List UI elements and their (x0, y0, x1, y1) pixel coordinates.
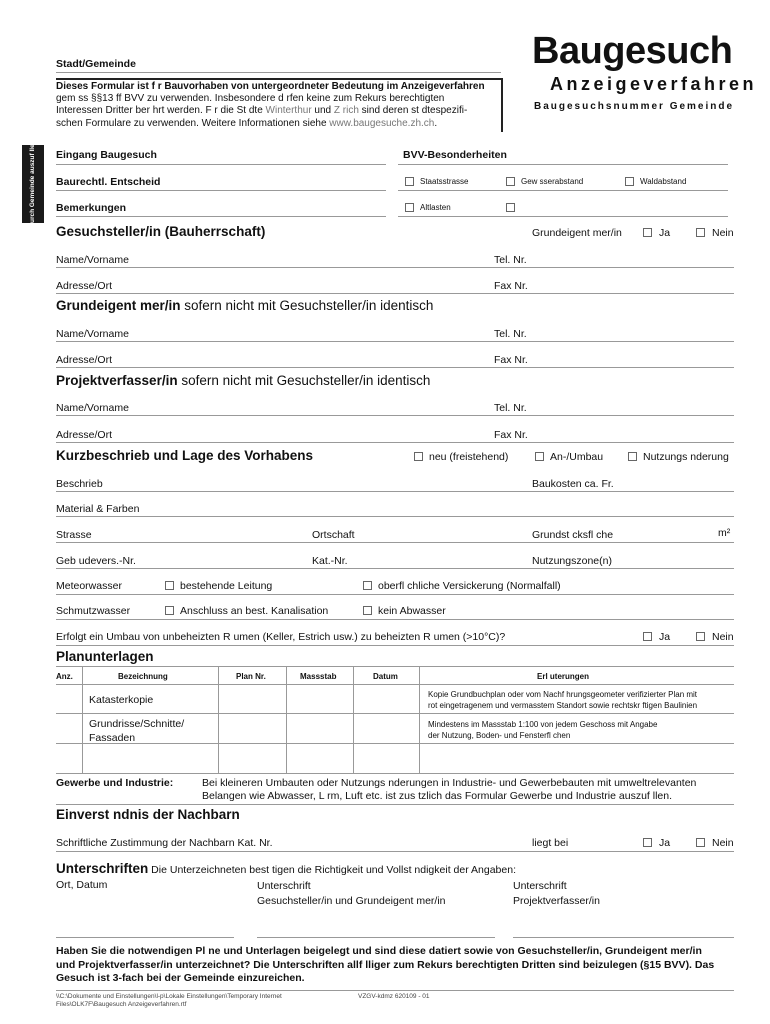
gewerbe-text-line-1: Bei kleineren Umbauten oder Nutzungs nderungen in Industrie- und Gewerbebauten mit umweltrelevanten (202, 777, 697, 789)
gesuchsteller-fax-label: Fax Nr. (494, 280, 528, 292)
gesuchsteller-ja-label: Ja (659, 227, 671, 239)
intro-line-2: gem ss §§13 ff BVV zu verwenden. Insbesondere d rfen keine zum Rekurs berechtigten (56, 93, 445, 105)
gesuchsteller-adresse-line[interactable] (56, 293, 734, 294)
nutzungszone-label: Nutzungszone(n) (532, 555, 612, 567)
footer-path (56, 993, 282, 1009)
material-line[interactable] (56, 516, 734, 517)
unterschrift-projektverfasser-line-2: Projektverfasser/in (513, 895, 600, 907)
grundeigentuemer-title-bold: Grundeigent mer/in (56, 298, 181, 313)
bestehende-leitung-checkbox[interactable] (165, 581, 174, 590)
plan-table-top (56, 666, 734, 667)
gewerbe-text (202, 777, 696, 803)
footer-note-line-1: Haben Sie die notwendigen Pl ne und Unterlagen beigelegt und sind diese datiert sowie von Gesuchsteller/in, Grundeigent mer/in (56, 945, 702, 957)
nachbarn-line[interactable] (56, 851, 734, 852)
umbau-ja-checkbox[interactable] (643, 632, 652, 641)
grundstuecksflaeche-label: Grundst cksfl che (532, 529, 614, 541)
beschrieb-line[interactable] (56, 491, 734, 492)
unterschrift-gesuchsteller-line[interactable] (257, 937, 495, 938)
gewaesserabstand-label: Gew sserabstand (521, 177, 584, 186)
grundeigentuemer-adresse-label: Adresse/Ort (56, 354, 113, 366)
sidebar-label: Durch Gemeinde auszuf llen (29, 140, 36, 228)
grundeigentuemer-title (56, 298, 433, 313)
umbau-label: An-/Umbau (550, 451, 604, 463)
bemerkungen-line[interactable] (56, 216, 386, 217)
gewerbe-label: Gewerbe und Industrie: (56, 777, 174, 789)
gewerbe-text-line-2: Belangen wie Abwasser, L rm, Luft etc. ist zus tzlich das Formular Gewerbe und Industrie auszuf llen. (202, 790, 673, 802)
unterschrift-gesuchsteller (257, 879, 446, 909)
gesuchsteller-nein-label: Nein (712, 227, 734, 239)
nutzungsaenderung-checkbox[interactable] (628, 452, 637, 461)
plan-row-1-bez: Katasterkopie (89, 694, 154, 706)
umbau-question: Erfolgt ein Umbau von unbeheizten R umen (Keller, Estrich usw.) zu beheizten R umen (>10°C)? (56, 631, 506, 643)
projektverfasser-name-label: Name/Vorname (56, 402, 129, 414)
unterschrift-gesuchsteller-line-2: Gesuchsteller/in und Grundeigent mer/in (257, 895, 446, 907)
entscheid-line[interactable] (56, 190, 386, 191)
strasse-line[interactable] (56, 542, 734, 543)
planunterlagen-title: Planunterlagen (56, 649, 154, 664)
plan-col-div-5 (419, 667, 420, 773)
gesuchsteller-tel-label: Tel. Nr. (494, 254, 527, 266)
plan-header-rule (56, 684, 734, 685)
grundeigentuemer-fax-label: Fax Nr. (494, 354, 528, 366)
extra-checkbox[interactable] (506, 203, 515, 212)
nachbarn-nein-label: Nein (712, 837, 734, 849)
waldabstand-label: Waldabstand (640, 177, 687, 186)
plan-row-2-bez-line-1: Grundrisse/Schnitte/ (89, 718, 185, 730)
unterschrift-projektverfasser (513, 879, 600, 909)
grundeigentuemer-name-line[interactable] (56, 341, 734, 342)
neu-checkbox[interactable] (414, 452, 423, 461)
strasse-label: Strasse (56, 529, 92, 541)
plan-row-2-erl (428, 719, 657, 741)
projektverfasser-fax-label: Fax Nr. (494, 429, 528, 441)
grundeigentuemer-tel-label: Tel. Nr. (494, 328, 527, 340)
beschrieb-label: Beschrieb (56, 478, 103, 490)
bvv-title: BVV-Besonderheiten (403, 149, 507, 161)
kat-label: Kat.-Nr. (312, 555, 348, 567)
gesuchsteller-title: Gesuchsteller/in (Bauherrschaft) (56, 224, 266, 239)
gesuchsteller-name-label: Name/Vorname (56, 254, 129, 266)
grundeigentuemer-question: Grundeigent mer/in (532, 227, 622, 239)
unterschriften-title (56, 861, 516, 876)
kanalisation-checkbox[interactable] (165, 606, 174, 615)
waldabstand-checkbox[interactable] (625, 177, 634, 186)
eingang-line[interactable] (56, 164, 386, 165)
plan-row-2-bez (89, 717, 184, 745)
schmutzwasser-label: Schmutzwasser (56, 605, 131, 617)
gewerbe-rule (56, 804, 734, 805)
plan-row-1-erl-line-2: rot eingetragenem und vermasstem Standort sowie rechtskr ftigen Baulinien (428, 701, 698, 710)
plan-row-1-erl-line-1: Kopie Grundbuchplan oder vom Nachf hrungsgeometer verifizierter Plan mit (428, 690, 698, 699)
bemerkungen-label: Bemerkungen (56, 202, 127, 214)
plan-row-2-erl-line-1: Mindestens im Massstab 1:100 von jedem Geschoss mit Angabe (428, 720, 658, 729)
baukosten-label: Baukosten ca. Fr. (532, 478, 614, 490)
gesuchsteller-name-line[interactable] (56, 267, 734, 268)
projektverfasser-title-bold: Projektverfasser/in (56, 373, 178, 388)
unterschriften-title-bold: Unterschriften (56, 861, 149, 876)
staatsstrasse-checkbox[interactable] (405, 177, 414, 186)
ort-datum-label: Ort, Datum (56, 879, 108, 891)
footer-rule (56, 990, 734, 991)
umbau-ja-label: Ja (659, 631, 671, 643)
col-erlaeuterungen: Erl uterungen (537, 672, 590, 681)
plan-row-1-rule (56, 713, 734, 714)
intro-line-4: schen Formulare zu verwenden. Weitere Informationen siehe www.baugesuche.zh.ch. (56, 117, 438, 129)
kein-abwasser-label: kein Abwasser (378, 605, 446, 617)
versickerung-checkbox[interactable] (363, 581, 372, 590)
material-label: Material & Farben (56, 503, 140, 515)
vorhaben-title: Kurzbeschrieb und Lage des Vorhabens (56, 448, 314, 463)
projektverfasser-tel-label: Tel. Nr. (494, 402, 527, 414)
kein-abwasser-checkbox[interactable] (363, 606, 372, 615)
projektverfasser-name-line[interactable] (56, 415, 734, 416)
gemeinde-sidebar (22, 140, 44, 228)
footer-note-line-2: und Projektverfasser/in unterzeichnet? Die Unterschriften allf lliger zum Rekurs berechtigten Dritten sind beizulegen (§15 BVV). Das (56, 958, 715, 971)
versickerung-label: oberfl chliche Versickerung (Normalfall) (378, 580, 561, 592)
gesuchsteller-ja-checkbox[interactable] (643, 228, 652, 237)
ort-datum-line[interactable] (56, 937, 234, 938)
unterschrift-gesuchsteller-line-1: Unterschrift (257, 880, 311, 892)
plan-col-div-4 (353, 667, 354, 773)
stadt-gemeinde-label: Stadt/Gemeinde (56, 58, 136, 70)
nachbarn-title: Einverst ndnis der Nachbarn (56, 807, 240, 822)
altlasten-label: Altlasten (420, 203, 451, 212)
meteorwasser-line (56, 594, 734, 595)
intro-text (56, 81, 501, 130)
projektverfasser-adresse-line[interactable] (56, 442, 734, 443)
col-plan-nr: Plan Nr. (236, 672, 266, 681)
umbau-checkbox[interactable] (535, 452, 544, 461)
projektverfasser-title-rest: sofern nicht mit Gesuchsteller/in identisch (177, 373, 431, 388)
col-anz: Anz. (56, 672, 73, 681)
plan-row-2-rule (56, 743, 734, 744)
plan-col-div-3 (286, 667, 287, 773)
projektverfasser-title (56, 373, 430, 388)
meteorwasser-label: Meteorwasser (56, 580, 122, 592)
grundeigentuemer-name-label: Name/Vorname (56, 328, 129, 340)
schmutzwasser-line (56, 619, 734, 620)
nachbarn-ja-checkbox[interactable] (643, 838, 652, 847)
footer-note (56, 945, 714, 986)
intro-line-1: Dieses Formular ist f r Bauvorhaben von untergeordneter Bedeutung im Anzeigeverfahren (56, 81, 485, 92)
eingang-label: Eingang Baugesuch (56, 149, 157, 161)
form-title: Baugesuch (532, 30, 733, 72)
entscheid-label: Baurechtl. Entscheid (56, 176, 161, 188)
grundeigentuemer-adresse-line[interactable] (56, 367, 734, 368)
intro-divider (501, 78, 503, 132)
bestehende-leitung-label: bestehende Leitung (180, 580, 273, 592)
nachbarn-ja-label: Ja (659, 837, 671, 849)
grundeigentuemer-title-rest: sofern nicht mit Gesuchsteller/in identisch (180, 298, 434, 313)
umbau-line (56, 645, 734, 646)
gesuchsteller-adresse-label: Adresse/Ort (56, 280, 113, 292)
footer-path-line-2: Files\OLK7F\Baugesuch Anzeigeverfahren.rtf (56, 1001, 187, 1008)
plan-row-2-erl-line-2: der Nutzung, Boden- und Fensterfl chen (428, 731, 571, 740)
plan-row-3-rule (56, 773, 734, 774)
m2-unit: m² (718, 527, 731, 539)
kanalisation-label: Anschluss an best. Kanalisation (180, 605, 329, 617)
nachbarn-nein-checkbox[interactable] (696, 838, 705, 847)
umbau-nein-label: Nein (712, 631, 734, 643)
footer-note-line-3: Gesuch ist 3-fach bei der Gemeinde einzureichen. (56, 972, 305, 984)
footer-path-line-1: \\C:\Dokumente und Einstellungen\l-p\Lokale Einstellungen\Temporary Internet (56, 993, 282, 1000)
gebaeude-line[interactable] (56, 568, 734, 569)
plan-col-div-2 (218, 667, 219, 773)
liegt-bei-label: liegt bei (532, 837, 569, 849)
form-subtitle: Anzeigeverfahren (550, 74, 758, 94)
bvv-line-2 (398, 190, 728, 191)
col-bezeichnung: Bezeichnung (118, 672, 168, 681)
bvv-line (398, 164, 728, 165)
ortschaft-label: Ortschaft (312, 529, 355, 541)
zustimmung-label: Schriftliche Zustimmung der Nachbarn Kat. Nr. (56, 837, 273, 849)
unterschriften-title-rest: Die Unterzeichneten best tigen die Richtigkeit und Vollst ndigkeit der Angaben: (148, 864, 516, 876)
projektverfasser-adresse-label: Adresse/Ort (56, 429, 113, 441)
nutzungsaenderung-label: Nutzungs nderung (643, 451, 729, 463)
gewaesserabstand-checkbox[interactable] (506, 177, 515, 186)
col-datum: Datum (373, 672, 398, 681)
plan-row-1-erl (428, 689, 697, 711)
baugesuchsnummer-label: Baugesuchsnummer Gemeinde (534, 101, 735, 112)
gesuchsteller-nein-checkbox[interactable] (696, 228, 705, 237)
plan-col-div-1 (82, 667, 83, 773)
footer-code: VZGV-kdmz 620109 - 01 (358, 993, 430, 1000)
plan-row-2-bez-line-2: Fassaden (89, 732, 136, 744)
unterschrift-projektverfasser-line-1: Unterschrift (513, 880, 567, 892)
staatsstrasse-label: Staatsstrasse (420, 177, 469, 186)
umbau-nein-checkbox[interactable] (696, 632, 705, 641)
altlasten-checkbox[interactable] (405, 203, 414, 212)
gebaeude-label: Geb udevers.-Nr. (56, 555, 136, 567)
intro-line-3: Interessen Dritter ber hrt werden. F r die St dte Winterthur und Z rich sind deren st dtespezifi- (56, 105, 468, 117)
intro-top-rule (56, 78, 501, 80)
col-massstab: Massstab (300, 672, 337, 681)
bvv-line-3 (398, 216, 728, 217)
stadt-gemeinde-line[interactable] (56, 72, 501, 73)
neu-label: neu (freistehend) (429, 451, 509, 463)
unterschrift-projektverfasser-line[interactable] (513, 937, 734, 938)
